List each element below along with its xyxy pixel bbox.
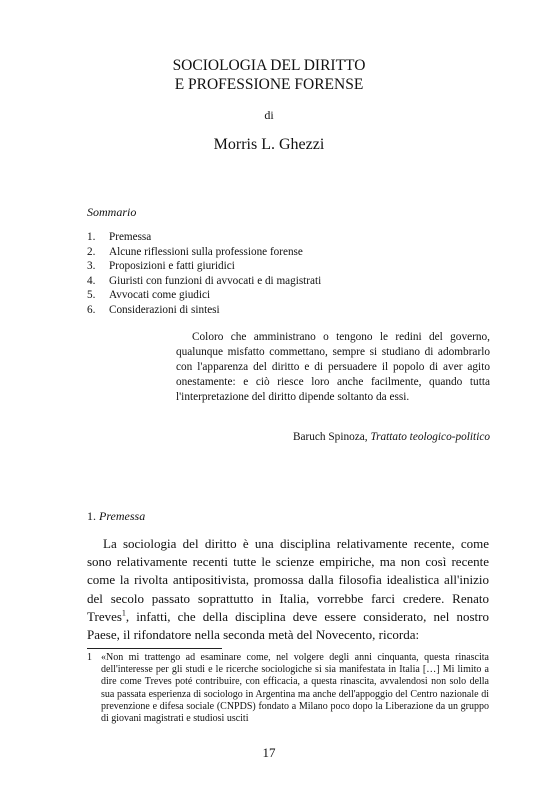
summary-item-number: 1. (87, 231, 96, 243)
footnote-reference: 1 (121, 608, 126, 618)
summary-item-number: 5. (87, 289, 96, 301)
epigraph-quote (176, 330, 490, 405)
epigraph-work: Trattato teologico-politico (370, 431, 490, 443)
summary-item-text: Premessa (109, 231, 152, 243)
summary-item (87, 259, 321, 274)
summary-item (87, 288, 321, 303)
summary-item (87, 303, 321, 318)
body-paragraph (87, 535, 489, 644)
section-number: 1. (87, 509, 96, 523)
summary-item (87, 245, 321, 260)
summary-item-number: 6. (87, 303, 96, 316)
epigraph-author: Baruch Spinoza, (292, 431, 368, 443)
summary-item-number: 3. (87, 260, 96, 272)
body-text-part-2: , infatti, che della disciplina deve essere considerato, nel nostro Paese, il rifondatore nella seconda metà del Novecento, ricorda: (87, 608, 489, 643)
chapter-title-line-2: E PROFESSIONE FORENSE (174, 76, 364, 93)
body-text-part-1: La sociologia del diritto è una disciplina relativamente recente, come sono relativamente recenti tutte le scienze empiriche, ma non così recente come la rivolta antipositivista, promossa dalla filosofia idealistica all'inizio del secolo passato soprattutto in Italia, vorrebbe farci credere. Renato Treves (87, 536, 489, 624)
summary-item-text: Avvocati come giudici (109, 289, 211, 301)
author-name: Morris L. Ghezzi (213, 136, 325, 153)
summary-item-text: Alcune riflessioni sulla professione forense (109, 245, 303, 258)
summary-item-number: 2. (87, 245, 96, 258)
summary-list (87, 230, 321, 317)
byline-di: di (264, 108, 274, 122)
summary-item-number: 4. (87, 274, 96, 287)
summary-item-text: Giuristi con funzioni di avvocati e di magistrati (109, 274, 322, 287)
summary-heading: Sommario (87, 205, 137, 219)
section-heading (87, 509, 145, 524)
summary-item (87, 274, 321, 289)
chapter-title-line-1: SOCIOLOGIA DEL DIRITTO (172, 57, 366, 74)
summary-item-text: Proposizioni e fatti giuridici (109, 260, 235, 272)
footnote-number: 1 (87, 652, 92, 663)
summary-item (87, 230, 321, 245)
section-title: Premessa (99, 509, 146, 523)
epigraph-attribution (176, 431, 490, 443)
footnote-divider (87, 648, 222, 649)
epigraph-text: Coloro che amministrano o tengono le redini del governo, qualunque misfatto commettano, sempre si studiano di adombrarlo con l'apparenza del diritto e di persuadere il popolo di aver agito onestamente: e ciò riesce loro anche facilmente, quando tutta l'interpretazione del diritto dipende soltanto da essi. (176, 331, 490, 403)
footnote (87, 652, 489, 725)
summary-item-text: Considerazioni di sintesi (109, 303, 220, 316)
page-number: 17 (262, 745, 276, 760)
footnote-text: «Non mi trattengo ad esaminare come, nel volgere degli anni cinquanta, questa rinascita dell'interesse per gli studi e le ricerche sociologiche si sia manifestata in Italia […] Mi limito a dire come Treves poté contribuire, con efficacia, a questa rinascita, avvalendosi non solo della sua passata esperienza di sociologo in Argentina ma anche dell'appoggio del Centro nazionale di prevenzione e difesa sociale (CNPDS) fondato a Milano poco dopo la Liberazione da un gruppo di giovani magistrati e studiosi usciti (101, 652, 489, 725)
